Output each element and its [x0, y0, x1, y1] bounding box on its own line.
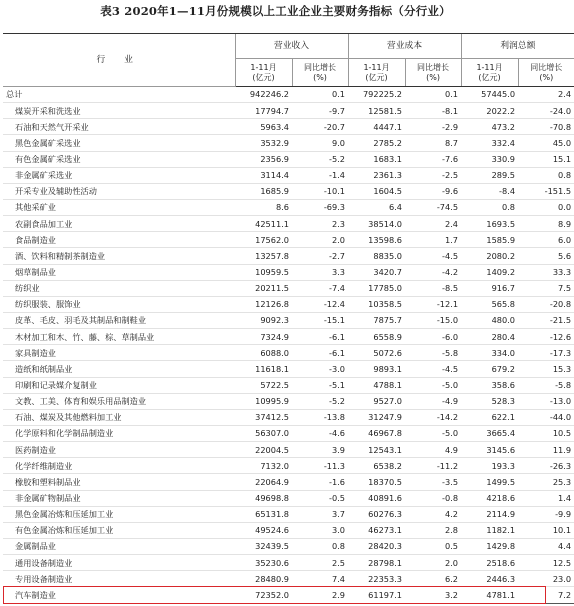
growth-cell: -5.2: [292, 393, 348, 409]
industry-name: 非金属矿采选业: [3, 167, 235, 183]
value-cell: 334.0: [461, 345, 518, 361]
subheader-line2: (亿元): [252, 72, 275, 82]
value-cell: 4788.1: [348, 377, 405, 393]
value-cell: 28420.3: [348, 538, 405, 554]
value-cell: 1429.8: [461, 538, 518, 554]
growth-cell: 3.0: [292, 522, 348, 538]
growth-cell: -5.8: [518, 377, 574, 393]
growth-cell: 2.4: [405, 216, 461, 232]
value-cell: 6088.0: [235, 345, 292, 361]
growth-cell: 2.0: [405, 555, 461, 571]
table-row: [3, 312, 574, 328]
industry-name: 文教、工美、体育和娱乐用品制造业: [3, 393, 235, 409]
growth-cell: 2.8: [405, 522, 461, 538]
value-cell: 9092.3: [235, 312, 292, 328]
value-cell: 17794.7: [235, 103, 292, 119]
value-cell: 13257.8: [235, 248, 292, 264]
industry-name: 家具制造业: [3, 345, 235, 361]
table-row: [3, 183, 574, 199]
value-cell: 10959.5: [235, 264, 292, 280]
growth-cell: 2.5: [292, 555, 348, 571]
value-cell: 72352.0: [235, 587, 292, 603]
growth-cell: -12.6: [518, 329, 574, 345]
industry-name: 纺织业: [3, 280, 235, 296]
industry-name: 医药制造业: [3, 442, 235, 458]
value-cell: 2356.9: [235, 151, 292, 167]
growth-cell: 8.9: [518, 216, 574, 232]
subheader-line1: 1-11月: [250, 62, 277, 72]
value-cell: 17785.0: [348, 280, 405, 296]
growth-cell: -12.4: [292, 296, 348, 312]
growth-cell: -4.2: [405, 264, 461, 280]
growth-cell: -7.4: [292, 280, 348, 296]
value-cell: 1685.9: [235, 183, 292, 199]
growth-cell: -13.0: [518, 393, 574, 409]
value-cell: 3665.4: [461, 425, 518, 441]
table-row: [3, 329, 574, 345]
yoy-growth-subheader: [518, 59, 574, 87]
value-cell: 622.1: [461, 409, 518, 425]
growth-cell: 0.1: [405, 87, 461, 103]
industry-name: 通用设备制造业: [3, 555, 235, 571]
value-cell: 3145.6: [461, 442, 518, 458]
growth-cell: -20.8: [518, 296, 574, 312]
value-cell: 3532.9: [235, 135, 292, 151]
table-row: [3, 87, 574, 103]
growth-cell: -5.0: [405, 425, 461, 441]
industry-column-header: 行 业: [3, 34, 235, 87]
table-row: [3, 345, 574, 361]
value-cell: 6558.9: [348, 329, 405, 345]
table-row: [3, 587, 574, 603]
growth-cell: -2.7: [292, 248, 348, 264]
industry-name: 黑色金属矿采选业: [3, 135, 235, 151]
subheader-line2: (亿元): [478, 72, 501, 82]
value-cell: 49698.8: [235, 490, 292, 506]
growth-cell: 7.2: [518, 587, 574, 603]
industry-name: 专用设备制造业: [3, 571, 235, 587]
value-cell: 32439.5: [235, 538, 292, 554]
growth-cell: -4.5: [405, 248, 461, 264]
table-row: [3, 425, 574, 441]
growth-cell: 2.3: [292, 216, 348, 232]
growth-cell: -0.5: [292, 490, 348, 506]
industry-name: 纺织服装、服饰业: [3, 296, 235, 312]
value-cell: 1604.5: [348, 183, 405, 199]
growth-cell: -3.0: [292, 361, 348, 377]
growth-cell: -17.3: [518, 345, 574, 361]
growth-cell: -3.5: [405, 474, 461, 490]
growth-cell: 0.5: [405, 538, 461, 554]
table-row: [3, 442, 574, 458]
financial-indicators-table: [3, 33, 574, 604]
growth-cell: -70.8: [518, 119, 574, 135]
page-title: 表3 2020年1—11月份规模以上工业企业主要财务指标（分行业）: [100, 4, 451, 18]
subheader-line1: 同比增长: [304, 62, 336, 72]
value-cell: 8.6: [235, 199, 292, 215]
table-row: [3, 216, 574, 232]
value-cell: 565.8: [461, 296, 518, 312]
value-subheader: [235, 59, 292, 87]
industry-name: 其他采矿业: [3, 199, 235, 215]
growth-cell: -12.1: [405, 296, 461, 312]
value-cell: 1499.5: [461, 474, 518, 490]
value-cell: 6538.2: [348, 458, 405, 474]
growth-cell: 15.1: [518, 151, 574, 167]
value-cell: 7132.0: [235, 458, 292, 474]
growth-cell: -6.1: [292, 329, 348, 345]
value-cell: 1693.5: [461, 216, 518, 232]
value-cell: 11618.1: [235, 361, 292, 377]
growth-cell: -14.2: [405, 409, 461, 425]
value-cell: 528.3: [461, 393, 518, 409]
value-cell: 46273.1: [348, 522, 405, 538]
table-row: [3, 296, 574, 312]
growth-cell: 3.3: [292, 264, 348, 280]
value-cell: 46967.8: [348, 425, 405, 441]
growth-cell: 11.9: [518, 442, 574, 458]
growth-cell: -6.0: [405, 329, 461, 345]
value-cell: 18370.5: [348, 474, 405, 490]
subheader-line2: (%): [539, 72, 554, 82]
industry-name: 有色金属冶炼和压延加工业: [3, 522, 235, 538]
industry-name: 有色金属矿采选业: [3, 151, 235, 167]
growth-cell: 0.8: [292, 538, 348, 554]
industry-name: 石油、煤炭及其他燃料加工业: [3, 409, 235, 425]
table-row: [3, 280, 574, 296]
growth-cell: -0.8: [405, 490, 461, 506]
table-row: [3, 571, 574, 587]
industry-name: 食品制造业: [3, 232, 235, 248]
table-row: [3, 458, 574, 474]
growth-cell: 7.4: [292, 571, 348, 587]
subheader-line2: (%): [313, 72, 327, 82]
value-cell: 1585.9: [461, 232, 518, 248]
growth-cell: 3.9: [292, 442, 348, 458]
growth-cell: -151.5: [518, 183, 574, 199]
growth-cell: -15.0: [405, 312, 461, 328]
value-cell: 9893.1: [348, 361, 405, 377]
growth-cell: 3.2: [405, 587, 461, 603]
growth-cell: -1.4: [292, 167, 348, 183]
growth-cell: 9.0: [292, 135, 348, 151]
growth-cell: -5.0: [405, 377, 461, 393]
growth-cell: -11.2: [405, 458, 461, 474]
growth-cell: -8.5: [405, 280, 461, 296]
table-row: [3, 199, 574, 215]
growth-cell: -20.7: [292, 119, 348, 135]
value-cell: 916.7: [461, 280, 518, 296]
growth-cell: -2.5: [405, 167, 461, 183]
industry-name: 造纸和纸制品业: [3, 361, 235, 377]
industry-name: 烟草制品业: [3, 264, 235, 280]
growth-cell: 25.3: [518, 474, 574, 490]
industry-name: 石油和天然气开采业: [3, 119, 235, 135]
growth-cell: -21.5: [518, 312, 574, 328]
industry-name: 化学纤维制造业: [3, 458, 235, 474]
table-row: [3, 103, 574, 119]
value-cell: 22004.5: [235, 442, 292, 458]
growth-cell: 4.9: [405, 442, 461, 458]
industry-name: 非金属矿物制品业: [3, 490, 235, 506]
industry-name: 黑色金属冶炼和压延加工业: [3, 506, 235, 522]
value-cell: 330.9: [461, 151, 518, 167]
growth-cell: 45.0: [518, 135, 574, 151]
yoy-growth-subheader: [405, 59, 461, 87]
value-cell: 679.2: [461, 361, 518, 377]
value-cell: 3420.7: [348, 264, 405, 280]
value-cell: 0.8: [461, 199, 518, 215]
growth-cell: 6.0: [518, 232, 574, 248]
industry-name: 开采专业及辅助性活动: [3, 183, 235, 199]
growth-cell: -4.5: [405, 361, 461, 377]
value-cell: 38514.0: [348, 216, 405, 232]
growth-cell: 3.7: [292, 506, 348, 522]
yoy-growth-subheader: [292, 59, 348, 87]
growth-cell: -5.2: [292, 151, 348, 167]
value-cell: 2022.2: [461, 103, 518, 119]
growth-cell: -2.9: [405, 119, 461, 135]
growth-cell: -11.3: [292, 458, 348, 474]
value-cell: 280.4: [461, 329, 518, 345]
growth-cell: 2.0: [292, 232, 348, 248]
table-row: [3, 506, 574, 522]
value-cell: 2446.3: [461, 571, 518, 587]
value-cell: 1683.1: [348, 151, 405, 167]
growth-cell: 8.7: [405, 135, 461, 151]
growth-cell: 2.9: [292, 587, 348, 603]
value-cell: 37412.5: [235, 409, 292, 425]
table-row: [3, 555, 574, 571]
table-row: [3, 361, 574, 377]
value-cell: 332.4: [461, 135, 518, 151]
value-cell: 61197.1: [348, 587, 405, 603]
value-cell: 57445.0: [461, 87, 518, 103]
growth-cell: -5.1: [292, 377, 348, 393]
value-subheader: [348, 59, 405, 87]
growth-cell: 0.8: [518, 167, 574, 183]
value-cell: 942246.2: [235, 87, 292, 103]
table-row: [3, 393, 574, 409]
growth-cell: -4.6: [292, 425, 348, 441]
value-cell: 1409.2: [461, 264, 518, 280]
value-cell: 9527.0: [348, 393, 405, 409]
growth-cell: 12.5: [518, 555, 574, 571]
value-cell: 7875.7: [348, 312, 405, 328]
table-row: [3, 377, 574, 393]
value-cell: 12581.5: [348, 103, 405, 119]
table-row: [3, 232, 574, 248]
value-cell: 2518.6: [461, 555, 518, 571]
value-cell: 17562.0: [235, 232, 292, 248]
growth-cell: -69.3: [292, 199, 348, 215]
growth-cell: -24.0: [518, 103, 574, 119]
subheader-line2: (亿元): [365, 72, 388, 82]
growth-cell: -26.3: [518, 458, 574, 474]
growth-cell: 4.2: [405, 506, 461, 522]
subheader-line1: 1-11月: [363, 62, 390, 72]
value-cell: 480.0: [461, 312, 518, 328]
value-cell: 28480.9: [235, 571, 292, 587]
value-cell: 289.5: [461, 167, 518, 183]
growth-cell: 0.0: [518, 199, 574, 215]
growth-cell: 10.5: [518, 425, 574, 441]
value-cell: 6.4: [348, 199, 405, 215]
subheader-line1: 1-11月: [476, 62, 503, 72]
growth-cell: -5.8: [405, 345, 461, 361]
growth-cell: -6.1: [292, 345, 348, 361]
growth-cell: -44.0: [518, 409, 574, 425]
value-cell: 49524.6: [235, 522, 292, 538]
value-cell: 473.2: [461, 119, 518, 135]
subheader-line2: (%): [426, 72, 440, 82]
table-row: [3, 248, 574, 264]
growth-cell: 4.4: [518, 538, 574, 554]
industry-name: 橡胶和塑料制品业: [3, 474, 235, 490]
value-cell: 5963.4: [235, 119, 292, 135]
value-cell: 22064.9: [235, 474, 292, 490]
value-cell: 792225.2: [348, 87, 405, 103]
growth-cell: 0.1: [292, 87, 348, 103]
table-row: [3, 538, 574, 554]
value-cell: 12543.1: [348, 442, 405, 458]
growth-cell: -9.9: [518, 506, 574, 522]
growth-cell: 15.3: [518, 361, 574, 377]
value-cell: 65131.8: [235, 506, 292, 522]
value-cell: 4218.6: [461, 490, 518, 506]
value-cell: 60276.3: [348, 506, 405, 522]
table-row: [3, 522, 574, 538]
value-cell: 28798.1: [348, 555, 405, 571]
value-cell: -8.4: [461, 183, 518, 199]
value-cell: 193.3: [461, 458, 518, 474]
industry-name: 金属制品业: [3, 538, 235, 554]
industry-name: 农副食品加工业: [3, 216, 235, 232]
growth-cell: -1.6: [292, 474, 348, 490]
table-row: [3, 167, 574, 183]
table-row: [3, 490, 574, 506]
cost-group-header: 营业成本: [348, 34, 461, 59]
growth-cell: -7.6: [405, 151, 461, 167]
growth-cell: -15.1: [292, 312, 348, 328]
value-cell: 13598.6: [348, 232, 405, 248]
value-cell: 42511.1: [235, 216, 292, 232]
table-row: [3, 135, 574, 151]
growth-cell: 1.4: [518, 490, 574, 506]
value-cell: 5722.5: [235, 377, 292, 393]
value-cell: 7324.9: [235, 329, 292, 345]
value-subheader: [461, 59, 518, 87]
value-cell: 31247.9: [348, 409, 405, 425]
value-cell: 2114.9: [461, 506, 518, 522]
table-row: [3, 474, 574, 490]
value-cell: 35230.6: [235, 555, 292, 571]
value-cell: 3114.4: [235, 167, 292, 183]
industry-name: 煤炭开采和洗选业: [3, 103, 235, 119]
subheader-line1: 同比增长: [530, 62, 563, 72]
subheader-line1: 同比增长: [417, 62, 450, 72]
profit-group-header: 利润总额: [461, 34, 574, 59]
table-row: [3, 264, 574, 280]
revenue-group-header: 营业收入: [235, 34, 348, 59]
value-cell: 5072.6: [348, 345, 405, 361]
value-cell: 22353.3: [348, 571, 405, 587]
value-cell: 10995.9: [235, 393, 292, 409]
table-row: [3, 409, 574, 425]
value-cell: 4781.1: [461, 587, 518, 603]
growth-cell: 10.1: [518, 522, 574, 538]
industry-name: 木材加工和木、竹、藤、棕、草制品业: [3, 329, 235, 345]
value-cell: 1182.1: [461, 522, 518, 538]
value-cell: 4447.1: [348, 119, 405, 135]
value-cell: 12126.8: [235, 296, 292, 312]
value-cell: 20211.5: [235, 280, 292, 296]
value-cell: 56307.0: [235, 425, 292, 441]
table-row: [3, 151, 574, 167]
growth-cell: -74.5: [405, 199, 461, 215]
value-cell: 40891.6: [348, 490, 405, 506]
growth-cell: -10.1: [292, 183, 348, 199]
value-cell: 2080.2: [461, 248, 518, 264]
growth-cell: 23.0: [518, 571, 574, 587]
industry-name: 印刷和记录媒介复制业: [3, 377, 235, 393]
growth-cell: -13.8: [292, 409, 348, 425]
growth-cell: 5.6: [518, 248, 574, 264]
growth-cell: 33.3: [518, 264, 574, 280]
growth-cell: -9.6: [405, 183, 461, 199]
industry-name: 汽车制造业: [3, 587, 235, 603]
industry-name: 酒、饮料和精制茶制造业: [3, 248, 235, 264]
value-cell: 8835.0: [348, 248, 405, 264]
value-cell: 2785.2: [348, 135, 405, 151]
value-cell: 10358.5: [348, 296, 405, 312]
value-cell: 358.6: [461, 377, 518, 393]
growth-cell: 1.7: [405, 232, 461, 248]
growth-cell: -4.9: [405, 393, 461, 409]
growth-cell: 7.5: [518, 280, 574, 296]
growth-cell: -9.7: [292, 103, 348, 119]
table-row: [3, 119, 574, 135]
growth-cell: 2.4: [518, 87, 574, 103]
growth-cell: 6.2: [405, 571, 461, 587]
industry-name: 化学原料和化学制品制造业: [3, 425, 235, 441]
industry-name: 皮革、毛皮、羽毛及其制品和制鞋业: [3, 312, 235, 328]
growth-cell: -8.1: [405, 103, 461, 119]
industry-name: 总计: [3, 87, 235, 103]
value-cell: 2361.3: [348, 167, 405, 183]
